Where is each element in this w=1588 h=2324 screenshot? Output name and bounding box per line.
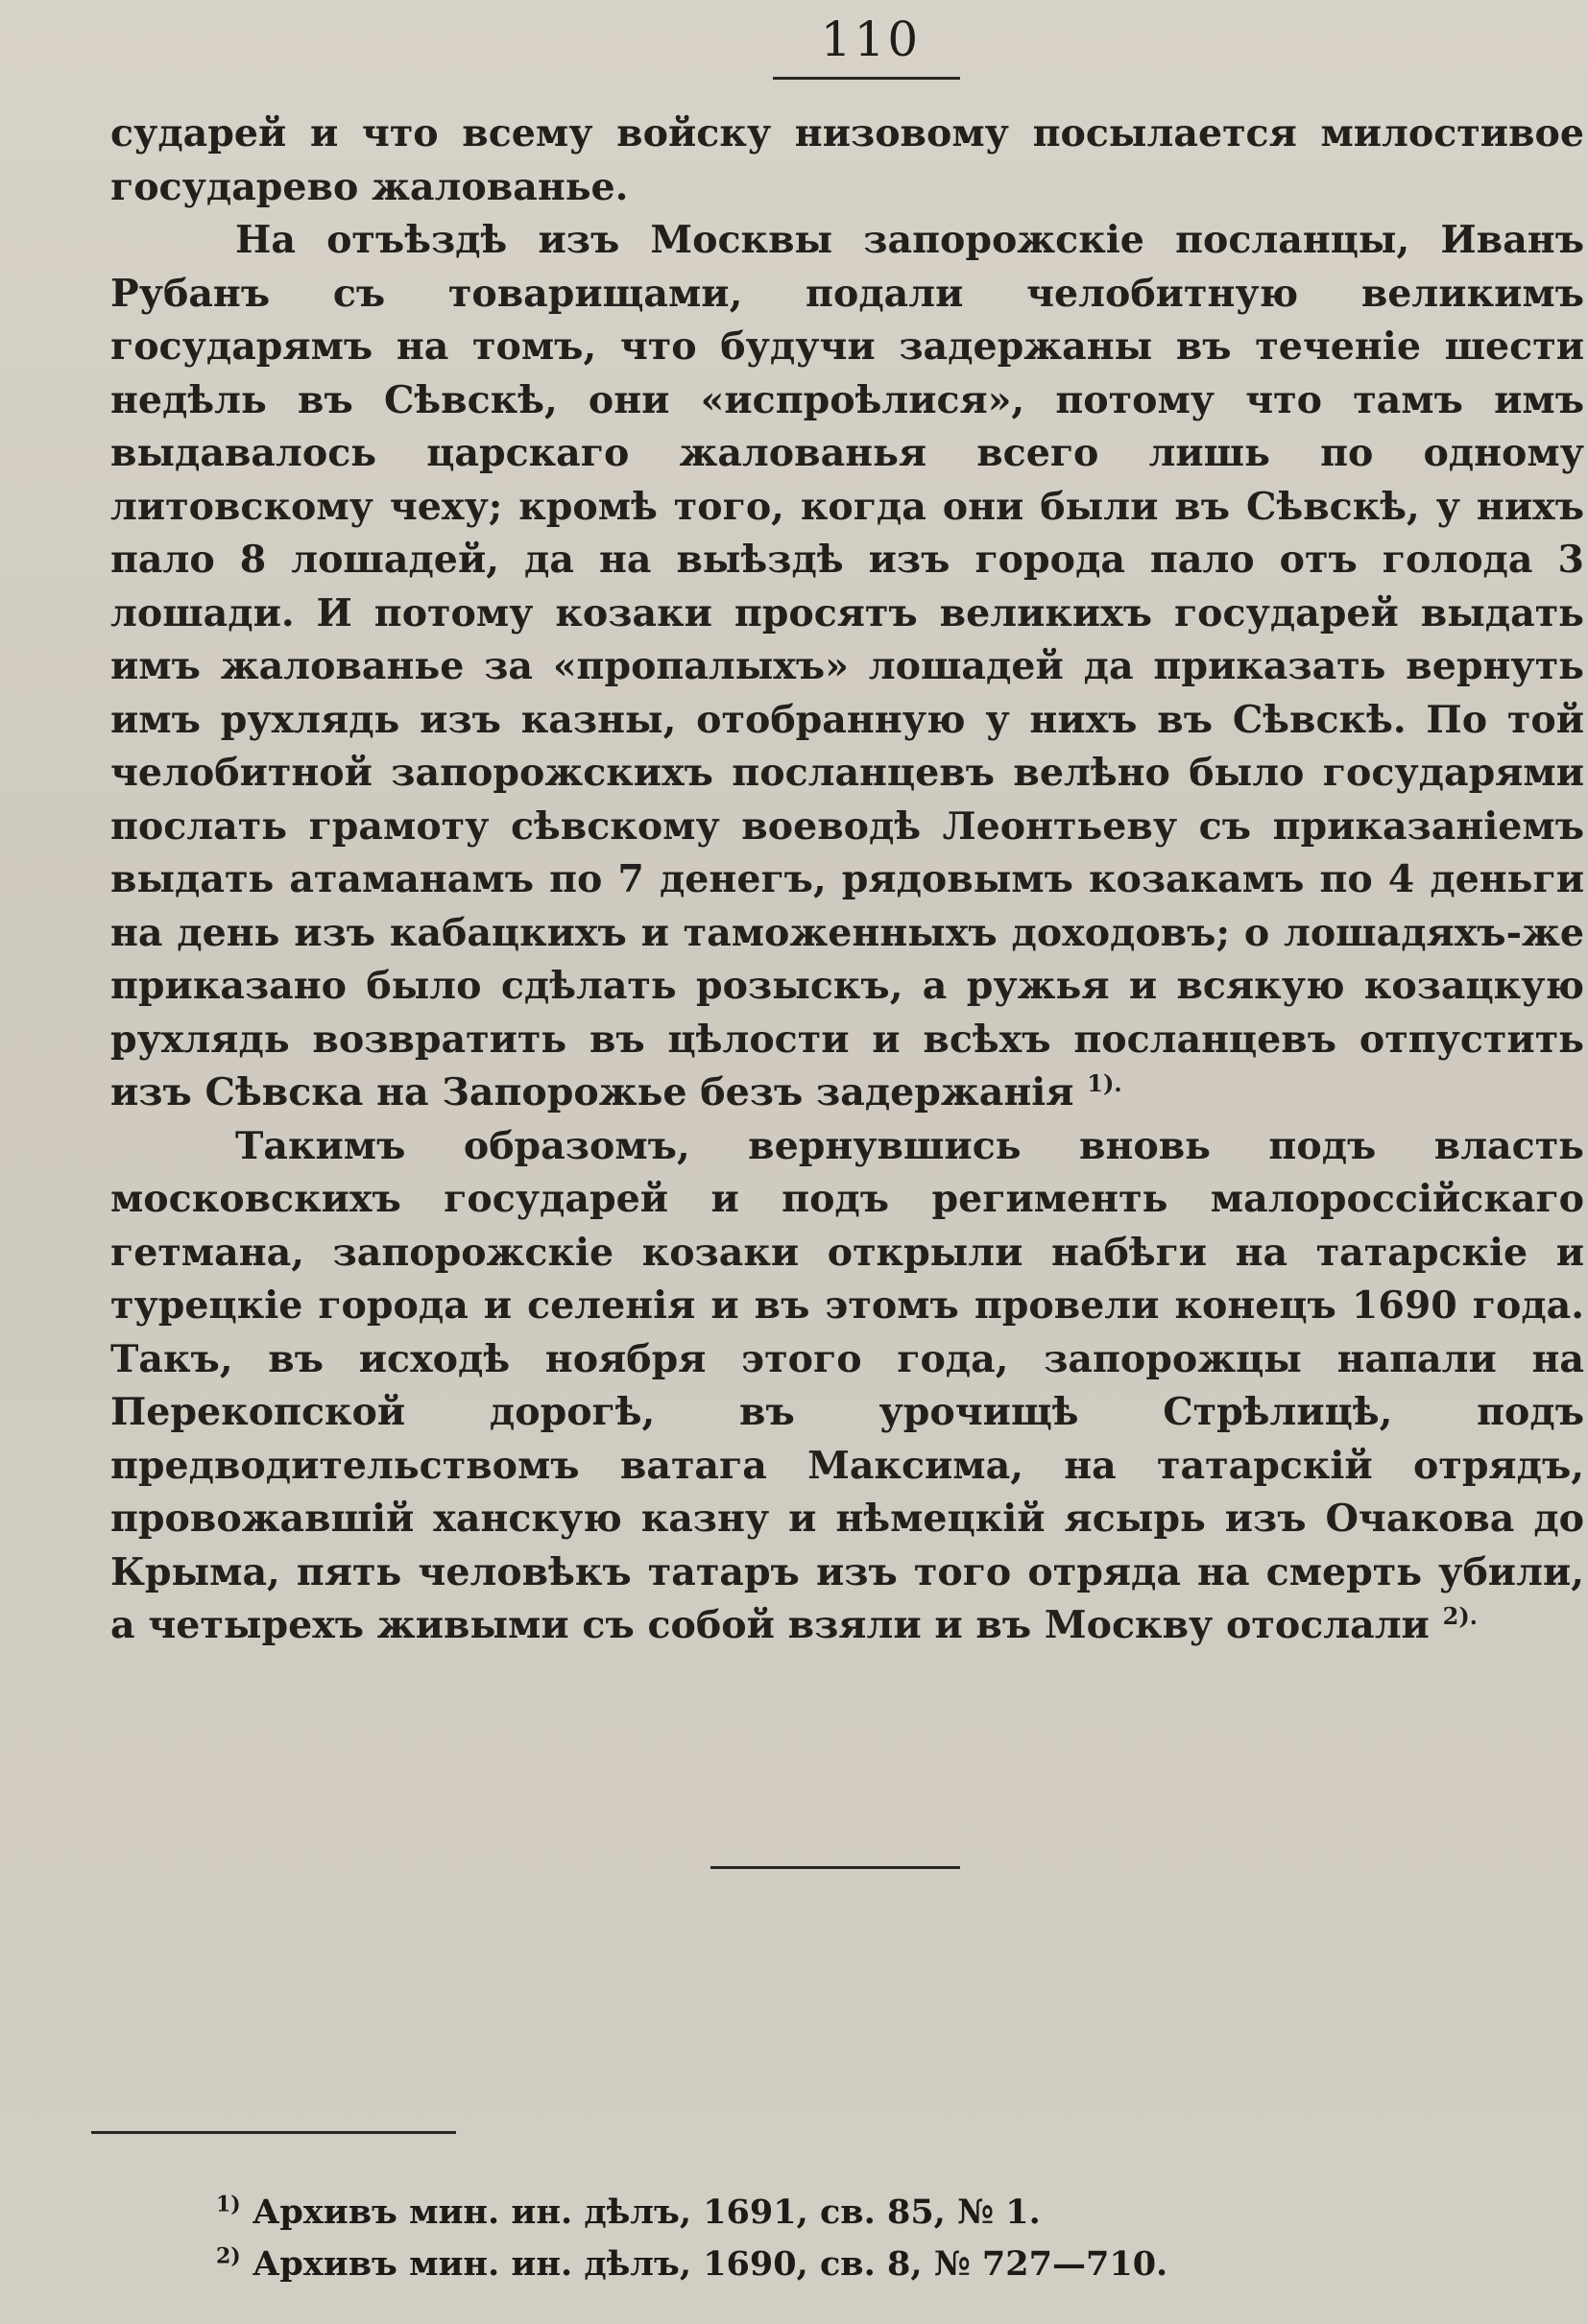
footnote-ref-2: 2). [1442,1601,1479,1630]
paragraph-2-text: На отъѣздѣ изъ Москвы запорожскіе посланцы, Иванъ Рубанъ съ товарищами, подали челобитную великимъ государямъ на томъ, что будучи задержаны въ теченіе шести недѣль въ Сѣвскѣ, они «испроѣлися», потому что тамъ имъ выдавалось царскаго жалованья всего лишь по одному литовскому чеху; кромѣ того, когда они были въ Сѣвскѣ, у нихъ пало 8 лошадей, да на выѣздѣ изъ города пало отъ голода 3 лошади. И потому козаки просятъ великихъ государей выдать имъ жалованье за «пропалыхъ» лошадей да приказать вернуть имъ рухлядь изъ казны, отобранную у нихъ въ Сѣвскѣ. По той челобитной запорожскихъ посланцевъ велѣно было государями послать грамоту сѣвскому воеводѣ Леонтьеву съ приказаніемъ выдать атаманамъ по 7 денегъ, рядовымъ козакамъ по 4 деньги на день изъ кабацкихъ и таможенныхъ доходовъ; о лошадяхъ-же приказано было сдѣлать розыскъ, а ружья и всякую козацкую рухлядь возвратить въ цѣлости и всѣхъ посланцевъ отпустить изъ Сѣвска на Запорожье безъ задержанія [110,218,1584,1114]
paragraph-3 [110,1120,1584,1653]
paragraph-1-text: сударей и что всему войску низовому посылается милостивое государево жалованье. [110,111,1584,209]
footnote-1 [216,2187,1368,2239]
paragraph-1 [110,108,1584,214]
page-number: 110 [820,12,922,67]
header-rule [773,77,960,80]
footnote-2 [216,2239,1368,2290]
footnotes [216,2187,1368,2290]
paragraph-2 [110,214,1584,1120]
footnote-1-text: Архивъ мин. ин. дѣлъ, 1691, св. 85, № 1. [252,2192,1041,2232]
footnote-2-text: Архивъ мин. ин. дѣлъ, 1690, св. 8, № 727—710. [252,2244,1168,2284]
section-end-rule [710,1866,960,1869]
footnote-ref-1: 1). [1087,1068,1122,1097]
footnote-rule [91,2131,456,2134]
body-text [110,108,1584,1653]
paragraph-3-text: Такимъ образомъ, вернувшись вновь подъ власть московскихъ государей и подъ регименть малороссійскаго гетмана, запорожскіе козаки открыли набѣги на татарскіе и турецкіе города и селенія и въ этомъ провели конецъ 1690 года. Такъ, въ исходѣ ноября этого года, запорожцы напали на Перекопской дорогѣ, въ урочищѣ Стрѣлицѣ, подъ предводительствомъ ватага Максима, на татарскій отрядъ, провожавшій ханскую казну и нѣмецкій ясырь изъ Очакова до Крыма, пять человѣкъ татаръ изъ того отряда на смерть убили, а четырехъ живыми съ собой взяли и въ Москву отослали [110,1123,1584,1647]
footnote-2-mark: 2) [216,2243,241,2269]
footnote-1-mark: 1) [216,2192,241,2217]
